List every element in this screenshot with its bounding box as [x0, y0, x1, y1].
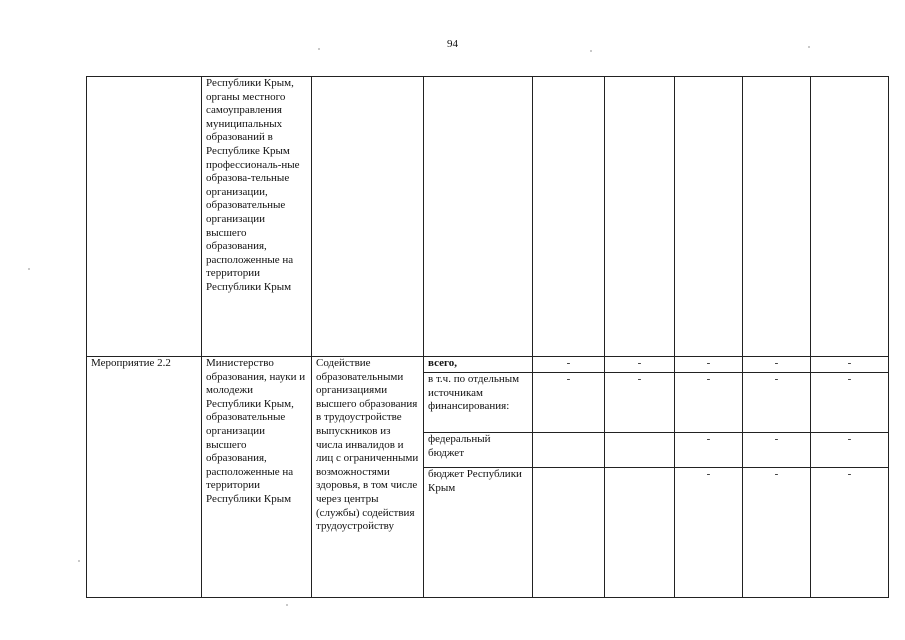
scan-speck — [286, 604, 288, 606]
continued-activity-cell — [87, 77, 202, 357]
funding-value-cell: - — [605, 373, 675, 433]
funding-value-cell: - — [811, 433, 889, 468]
activity-executor-cell: Министерство образования, науки и молодежи Республики Крым, образовательные организации высшего образования, расположенные на территории Республики Крым — [202, 357, 312, 598]
funding-value-cell: - — [675, 373, 743, 433]
continued-value-cell — [743, 77, 811, 357]
funding-value-cell — [605, 468, 675, 598]
activity-description-cell: Содействие образовательными организациями высшего образования в трудоустройстве выпускников из числа инвалидов и лиц с ограниченными возможностями здоровья, в том числе через центры (службы) содействия трудоустройству — [312, 357, 424, 598]
funding-value-cell: - — [743, 373, 811, 433]
funding-value-cell: - — [605, 357, 675, 373]
funding-value-cell: - — [675, 357, 743, 373]
scan-speck — [318, 48, 320, 50]
funding-value-cell: - — [533, 373, 605, 433]
funding-value-cell: - — [743, 357, 811, 373]
funding-row-total — [87, 357, 889, 373]
continued-executor-cell: Республики Крым, органы местного самоуправления муниципальных образований в Республике Крым профессиональ-ные образова-тельные организации, образовательные организации высшего образования, расположенные на территории Республики Крым — [202, 77, 312, 357]
continued-source-cell — [424, 77, 533, 357]
funding-value-cell — [533, 433, 605, 468]
scan-speck — [78, 560, 80, 562]
funding-source-cell: в т.ч. по отдельным источникам финансирования: — [424, 373, 533, 433]
funding-source-cell: федеральный бюджет — [424, 433, 533, 468]
funding-value-cell: - — [675, 433, 743, 468]
scan-speck — [590, 50, 592, 52]
activity-name-cell: Мероприятие 2.2 — [87, 357, 202, 598]
funding-value-cell: - — [743, 468, 811, 598]
page-number: 94 — [447, 38, 458, 50]
funding-value-cell — [605, 433, 675, 468]
continued-row — [87, 77, 889, 357]
program-table — [86, 76, 889, 598]
funding-value-cell: - — [675, 468, 743, 598]
funding-value-cell: - — [811, 468, 889, 598]
continued-value-cell — [605, 77, 675, 357]
funding-value-cell: - — [811, 373, 889, 433]
funding-value-cell: - — [533, 357, 605, 373]
scan-speck — [28, 268, 30, 270]
funding-source-cell: всего, — [424, 357, 533, 373]
continued-value-cell — [675, 77, 743, 357]
funding-value-cell — [533, 468, 605, 598]
funding-source-cell: бюджет Республики Крым — [424, 468, 533, 598]
scan-speck — [808, 46, 810, 48]
funding-value-cell: - — [811, 357, 889, 373]
continued-value-cell — [811, 77, 889, 357]
continued-value-cell — [533, 77, 605, 357]
continued-description-cell — [312, 77, 424, 357]
funding-value-cell: - — [743, 433, 811, 468]
